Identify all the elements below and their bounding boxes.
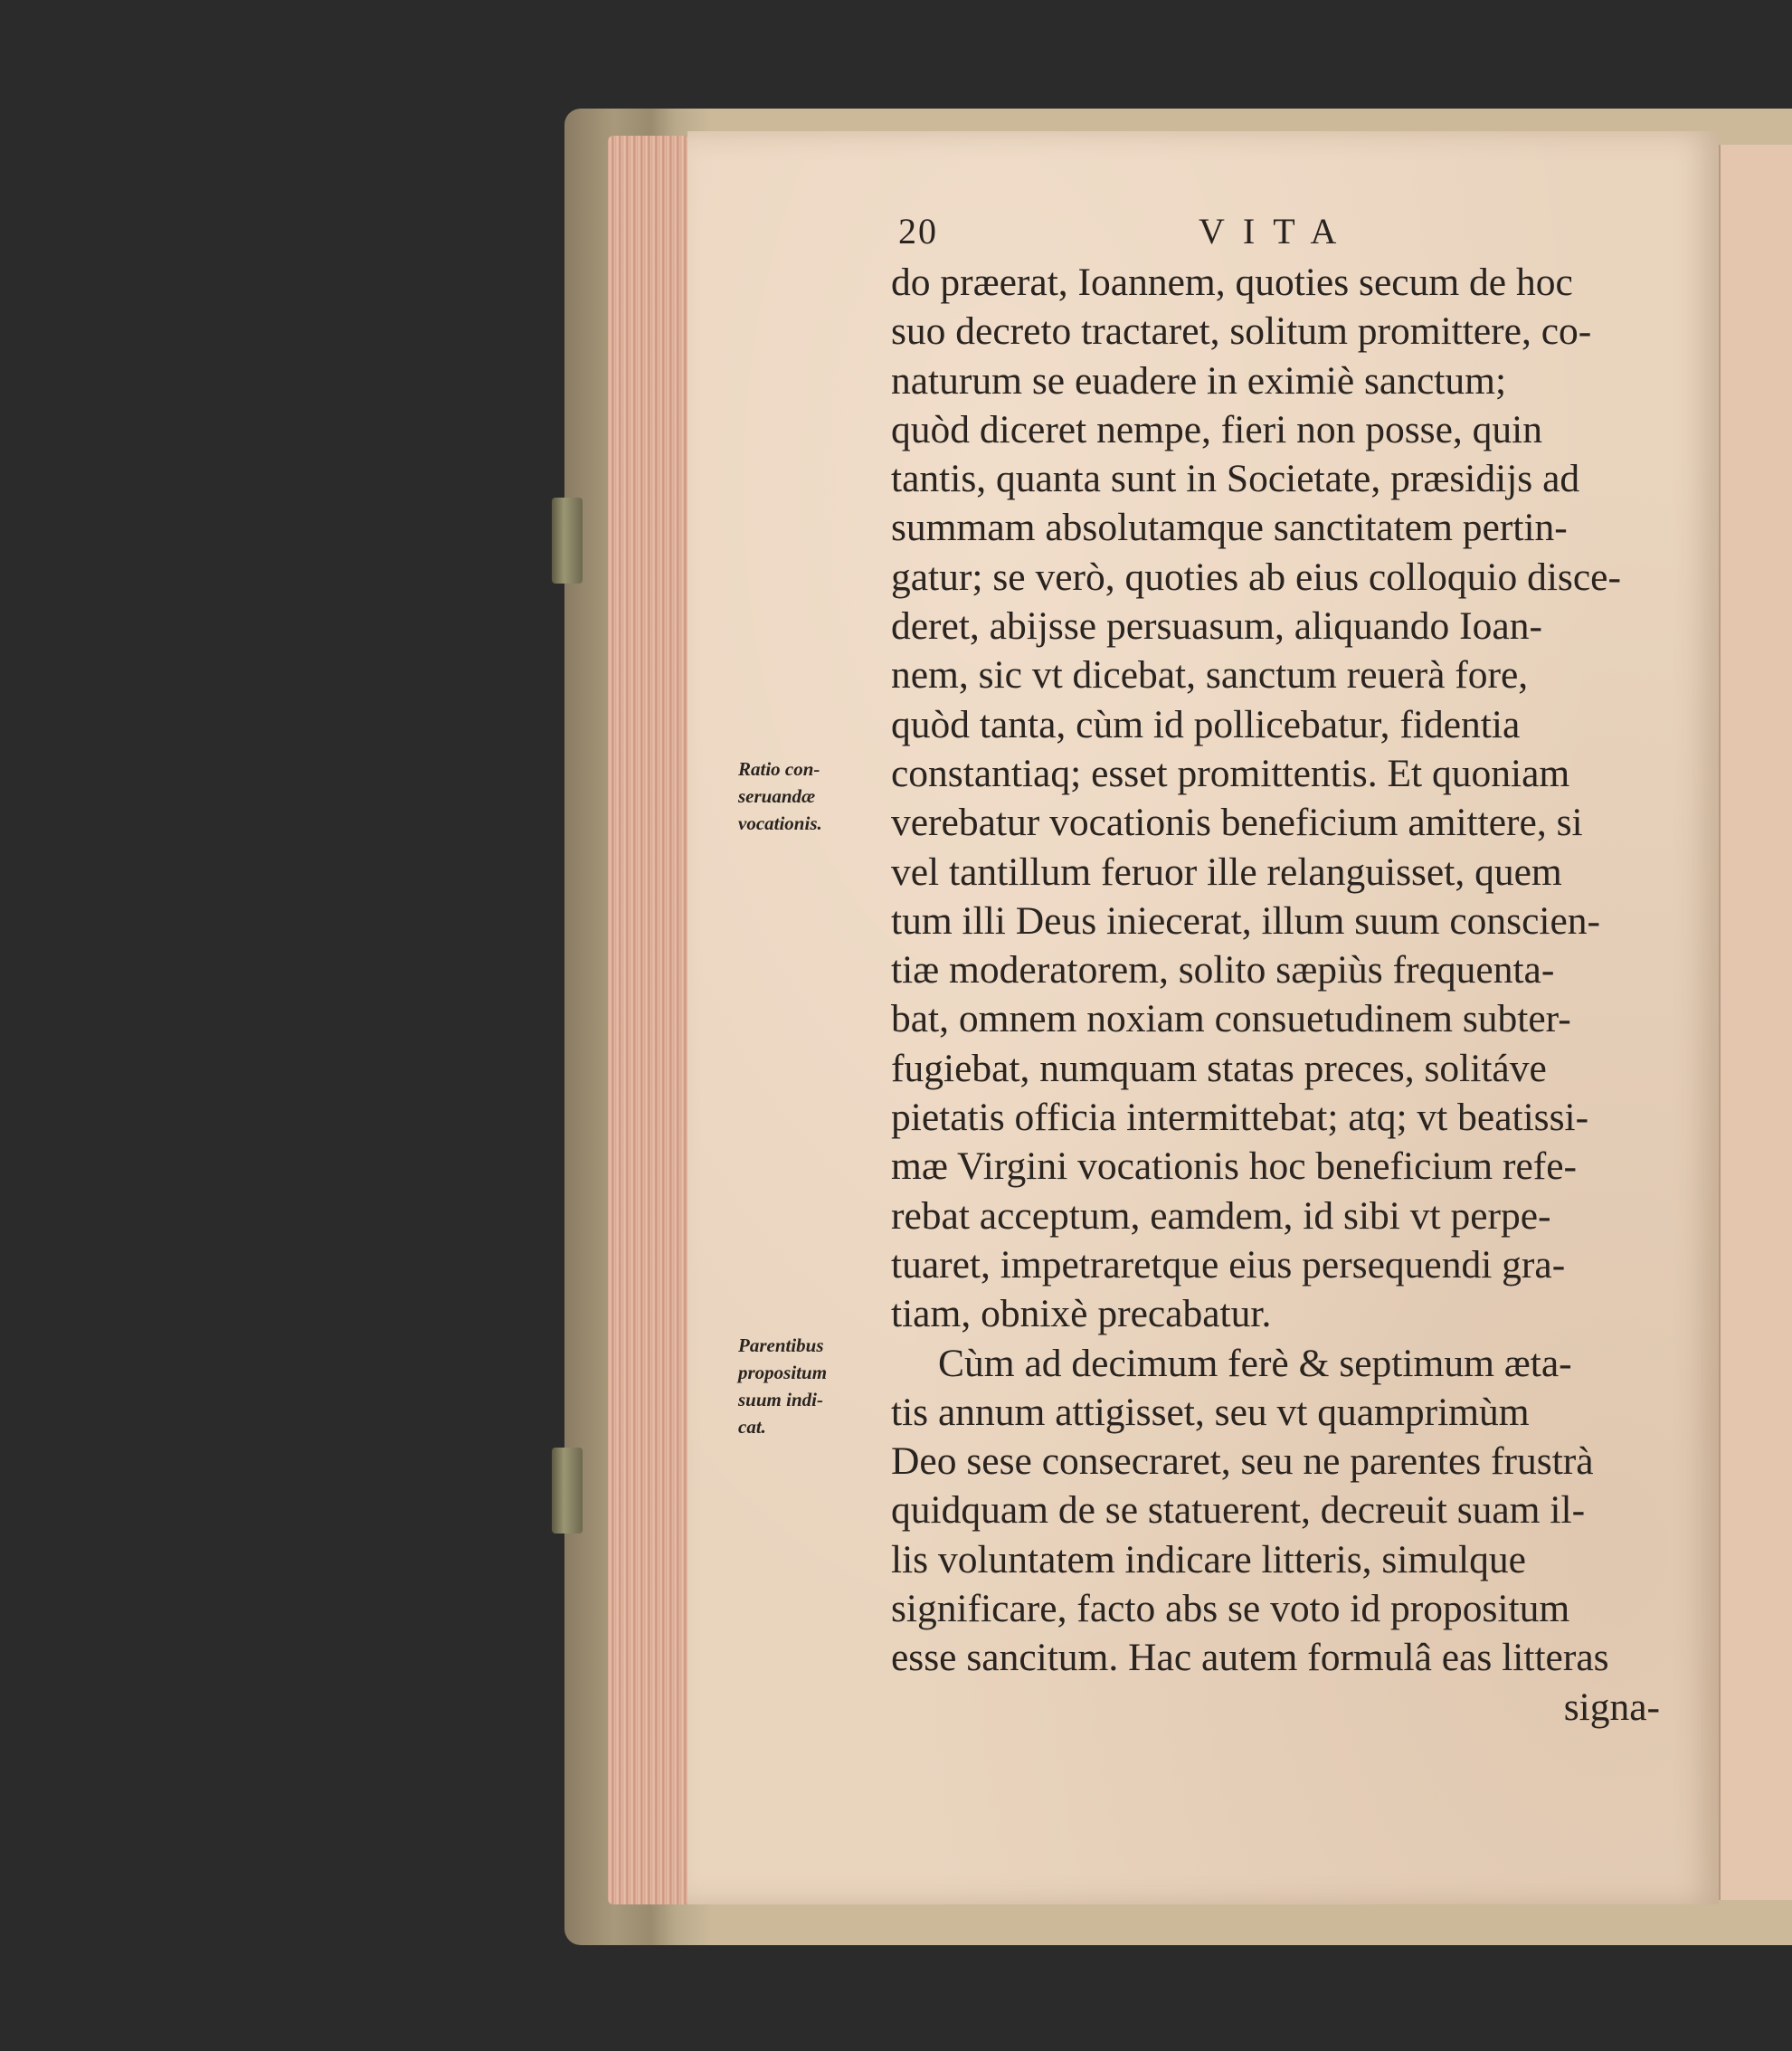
text-line: tum illi Deus iniecerat, illum suum conscien- bbox=[891, 898, 1601, 943]
text-line: quòd diceret nempe, fieri non posse, quin bbox=[891, 407, 1542, 451]
facing-page-edge bbox=[1719, 145, 1792, 1900]
margin-note-line: Parentibus bbox=[738, 1334, 824, 1356]
text-line: nem, sic vt dicebat, sanctum reuerà fore, bbox=[891, 653, 1529, 698]
text-line: tantis, quanta sunt in Societate, præsidijs ad bbox=[891, 457, 1580, 501]
text-line: esse sancitum. Hac autem formulâ eas litteras bbox=[891, 1636, 1609, 1680]
text-line: significare, facto abs se voto id propositum bbox=[891, 1587, 1570, 1631]
margin-note bbox=[738, 755, 892, 837]
margin-note-line: suum indi- bbox=[738, 1389, 823, 1410]
text-line: Cùm ad decimum ferè & septimum æta- bbox=[938, 1341, 1572, 1385]
margin-note-line: seruandæ bbox=[738, 785, 816, 807]
running-head bbox=[898, 210, 1658, 255]
running-title: VITA bbox=[1199, 211, 1355, 252]
text-line: suo decreto tractaret, solitum promittere, co- bbox=[891, 309, 1592, 354]
page-number: 20 bbox=[898, 211, 938, 252]
text-line: tiæ moderatorem, solito sæpiùs frequenta- bbox=[891, 948, 1555, 992]
text-line: verebatur vocationis beneficium amittere, si bbox=[891, 801, 1583, 845]
text-line: rebat acceptum, eamdem, id sibi vt perpe- bbox=[891, 1193, 1551, 1238]
text-line: lis voluntatem indicare litteris, simulque bbox=[891, 1537, 1526, 1581]
text-line: tuaret, impetraretque eius persequendi gra- bbox=[891, 1242, 1566, 1287]
text-line: deret, abijsse persuasum, aliquando Ioan- bbox=[891, 604, 1542, 649]
text-line: pietatis officia intermittebat; atq; vt beatissi- bbox=[891, 1096, 1589, 1140]
clasp-lower bbox=[552, 1448, 583, 1534]
page-edges bbox=[608, 136, 689, 1904]
text-line: gatur; se verò, quoties ab eius colloquio disce- bbox=[891, 555, 1621, 599]
text-line: constantiaq; esset promittentis. Et quoniam bbox=[891, 751, 1570, 795]
catchword: signa- bbox=[1563, 1685, 1660, 1729]
text-line: fugiebat, numquam statas preces, solitáve bbox=[891, 1046, 1547, 1090]
text-line: Deo sese consecraret, seu ne parentes frustrà bbox=[891, 1439, 1594, 1484]
text-line: quidquam de se statuerent, decreuit suam il- bbox=[891, 1488, 1586, 1533]
margin-note-line: propositum bbox=[738, 1362, 828, 1383]
margin-note bbox=[738, 1332, 892, 1440]
text-line: bat, omnem noxiam consuetudinem subter- bbox=[891, 997, 1571, 1041]
margin-note-line: vocationis. bbox=[738, 812, 822, 834]
text-line: mæ Virgini vocationis hoc beneficium refe- bbox=[891, 1144, 1578, 1189]
text-line: summam absolutamque sanctitatem pertin- bbox=[891, 506, 1568, 550]
text-line: quòd tanta, cùm id pollicebatur, fidentia bbox=[891, 702, 1521, 746]
text-line: tis annum attigisset, seu vt quamprimùm bbox=[891, 1390, 1530, 1434]
text-line: tiam, obnixè precabatur. bbox=[891, 1292, 1272, 1336]
margin-note-line: cat. bbox=[738, 1416, 766, 1438]
clasp-upper bbox=[552, 498, 583, 584]
text-line: vel tantillum feruor ille relanguisset, quem bbox=[891, 850, 1562, 894]
body-text bbox=[891, 258, 1660, 1732]
margin-note-line: Ratio con- bbox=[738, 758, 820, 780]
text-line: naturum se euadere in eximiè sanctum; bbox=[891, 358, 1507, 403]
text-line: do præerat, Ioannem, quoties secum de hoc bbox=[891, 261, 1573, 304]
